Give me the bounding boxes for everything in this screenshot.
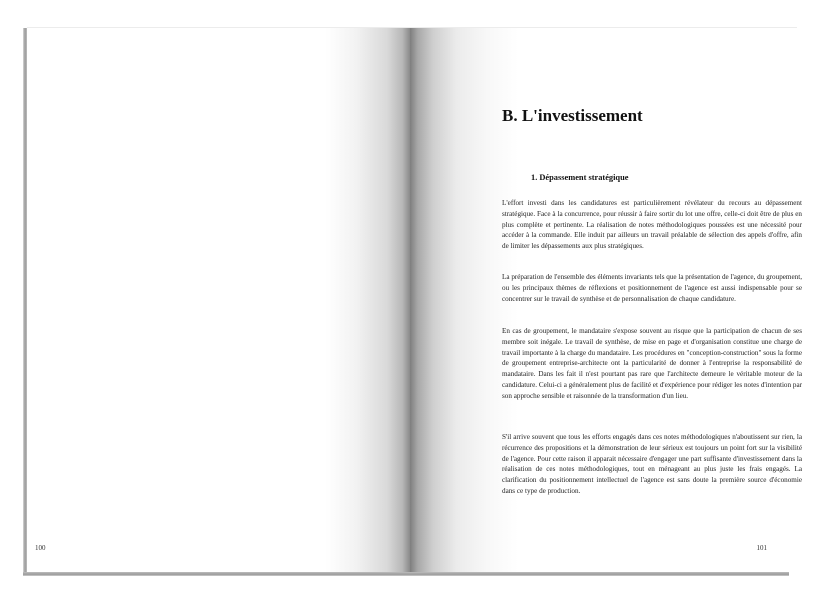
book-bottom-edge — [23, 572, 789, 576]
page-number-left: 100 — [35, 544, 46, 552]
body-paragraph: S'il arrive souvent que tous les efforts engagés dans ces notes méthodologiques n'aboutissent sur rien, la récurrence des propositions et la démonstration de leur sérieux est toujours un point fort sur la visibilité de l'agence. Pour cette raison il apparait nécessaire d'engager une part suffisante d'investissement dans la réalisation de ces notes méthodologiques, tout en ménageant au plus juste les frais engagés. La clarification du positionnement intellectuel de l'agence est sans doute la première source d'économie dans ce type de production. — [502, 433, 802, 495]
page-number-right: 101 — [756, 544, 767, 552]
body-paragraph: La préparation de l'ensemble des éléments invariants tels que la présentation de l'agence, du groupement, ou les principaux thèmes de réflexions et positionnement de l'agence est aussi indispensable pour se concentrer sur le travail de synthèse et de personnalisation de chaque candidature. — [502, 273, 802, 303]
open-book — [23, 27, 802, 576]
section-title: 1. Dépassement stratégique — [531, 173, 629, 182]
left-page — [27, 27, 410, 574]
body-paragraph: En cas de groupement, le mandataire s'expose souvent au risque que la participation de chacun de ses membre soit inégale. Le travail de synthèse, de mise en page et d'organisation constitue une charge de travail importante à la charge du mandataire. Les procédures en "conception-construction" sous la forme de groupement entreprise-architecte ont la particularité de donner à l'entreprise la responsabilité de mandataire. Dans les fait il n'est pourtant pas rare que l'architecte demeure le véritable moteur de la candidature. Celui-ci a généralement plus de facilité et d'expérience pour rédiger les notes d'intention par son approche sensible et raisonnée de la transformation d'un lieu. — [502, 327, 802, 400]
right-page — [410, 27, 802, 574]
body-paragraph: L'effort investi dans les candidatures est particulièrement révélateur du recours au dépassement stratégique. Face à la concurrence, pour réussir à faire sortir du lot une offre, celle-ci doit être de plus en plus complète et pertinente. La réalisation de notes méthodologiques poussées est une nécessité pour accéder à la commande. Elle induit par ailleurs un travail préalable de sélection des appels d'offre, afin de limiter les dépassements aux plus stratégiques. — [502, 199, 802, 251]
chapter-title: B. L'investissement — [502, 106, 643, 125]
